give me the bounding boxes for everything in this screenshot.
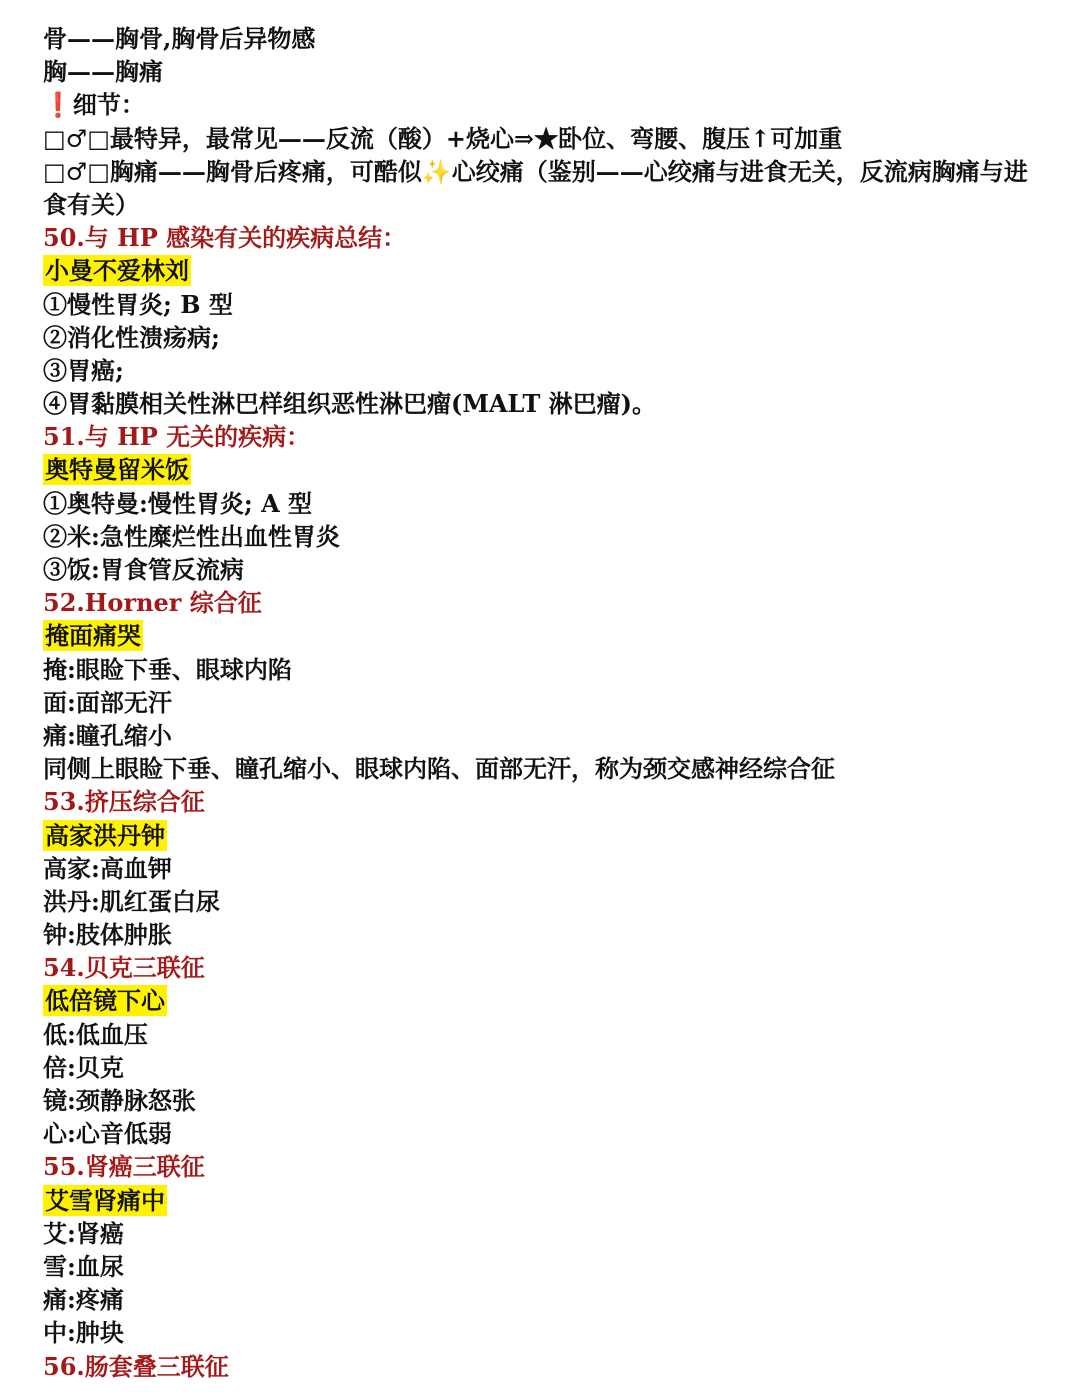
text-line: 镜:颈静脉怒张 <box>43 1086 196 1116</box>
text-line: 掩:眼睑下垂、眼球内陷 <box>43 654 292 684</box>
section-heading: 50.与 HP 感染有关的疾病总结： <box>43 223 407 253</box>
text-line: 骨——胸骨,胸骨后异物感 <box>43 24 316 53</box>
text-line: 面:面部无汗 <box>43 687 172 717</box>
text-line: □♂□最特异，最常见——反流（酸）+烧心⇒★卧位、弯腰、腹压↑可加重 <box>43 123 843 153</box>
text-line: ❗细节： <box>43 90 145 120</box>
text-line: 雪:血尿 <box>43 1251 124 1281</box>
mnemonic-highlight: 高家洪丹钟 <box>45 820 165 850</box>
section-heading: 51.与 HP 无关的疾病： <box>43 422 311 452</box>
text-line: 低:低血压 <box>43 1019 148 1049</box>
mnemonic-highlight: 奥特曼留米饭 <box>45 455 189 485</box>
mnemonic-highlight: 低倍镜下心 <box>45 986 165 1016</box>
text-line: 倍:贝克 <box>43 1052 124 1082</box>
section-heading: 56.肠套叠三联征 <box>43 1351 229 1381</box>
text-line: ③胃癌; <box>43 355 124 385</box>
text-line: 同侧上眼睑下垂、瞳孔缩小、眼球内陷、面部无汗，称为颈交感神经综合征 <box>43 754 835 784</box>
text-line: ②米:急性糜烂性出血性胃炎 <box>43 521 340 551</box>
section-heading: 55.肾癌三联征 <box>43 1152 205 1182</box>
text-line: 痛:瞳孔缩小 <box>43 720 172 750</box>
text-line: ①奥特曼:慢性胃炎; A 型 <box>43 488 313 518</box>
text-line: 艾:肾癌 <box>43 1218 124 1248</box>
text-line: 痛:疼痛 <box>43 1285 124 1315</box>
text-line: 高家:高血钾 <box>43 853 172 883</box>
section-heading: 53.挤压综合征 <box>43 787 205 817</box>
mnemonic-highlight: 掩面痛哭 <box>45 621 141 651</box>
text-line: 胸——胸痛 <box>43 57 163 87</box>
mnemonic-highlight: 小曼不爱林刘 <box>45 256 189 286</box>
text-line: ④胃黏膜相关性淋巴样组织恶性淋巴瘤(MALT 淋巴瘤)。 <box>43 389 657 419</box>
text-line: 钟:肢体肿胀 <box>43 920 172 950</box>
text-line: ③饭:胃食管反流病 <box>43 555 244 585</box>
section-heading: 52.Horner 综合征 <box>43 588 262 618</box>
mnemonic-highlight: 艾雪肾痛中 <box>45 1185 165 1215</box>
text-line: 洪丹:肌红蛋白尿 <box>43 886 220 916</box>
text-line: 心:心音低弱 <box>43 1119 172 1149</box>
text-line: □♂□胸痛——胸骨后疼痛，可酷似✨心绞痛（鉴别——心绞痛与进食无关，反流病胸痛与进食有关） <box>43 156 1028 219</box>
text-line: 中:肿块 <box>43 1318 124 1348</box>
text-line: ①慢性胃炎; B 型 <box>43 289 233 319</box>
text-line: ②消化性溃疡病; <box>43 322 220 352</box>
section-heading: 54.贝克三联征 <box>43 953 205 983</box>
